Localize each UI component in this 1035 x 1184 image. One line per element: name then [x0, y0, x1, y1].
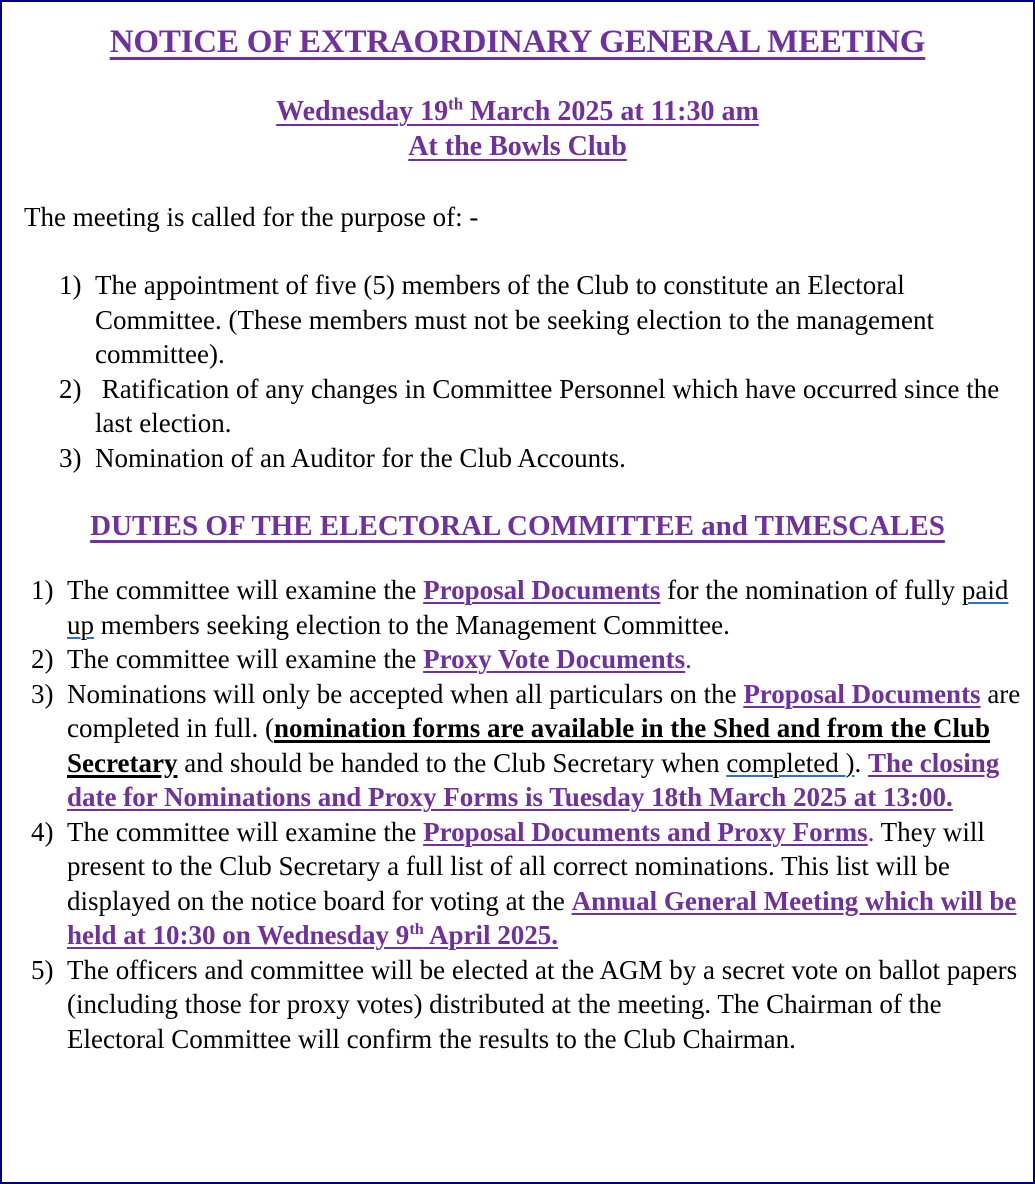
duty-item — [31, 642, 1021, 677]
duty-text: The committee will examine the — [67, 575, 424, 605]
duty-text: are completed in full. ( — [67, 678, 1021, 743]
duty-text: The officers and committee will be elected at the AGM by a secret vote on ballot papers (including those for proxy votes) distributed at the meeting. The Chairman of the Electoral Committee will confirm the results to the Club Chairman. — [67, 954, 1018, 1054]
duty-text: The committee will examine the — [67, 816, 424, 847]
duty-number: 2) — [31, 644, 54, 674]
duty-text: . — [867, 816, 875, 847]
duty-item — [31, 677, 1021, 815]
closing-date-text: The closing date for Nominations and Proxy Forms is Tuesday 18th March 2025 at 13:00. — [67, 747, 1000, 812]
page-title: NOTICE OF EXTRAORDINARY GENERAL MEETING — [109, 24, 926, 60]
duty-number: 4) — [31, 816, 54, 847]
duty-text: for the nomination of fully — [660, 575, 962, 605]
purpose-text: Ratification of any changes in Committee Personnel which have occurred since the last election. — [95, 373, 1006, 438]
paid-up-text: paid up — [67, 575, 1009, 640]
proxy-vote-documents-link: Proxy Vote Documents — [423, 644, 686, 674]
duty-text: The committee will examine the — [67, 644, 424, 674]
meeting-date-sup: th — [448, 94, 464, 114]
duties-list — [31, 573, 1021, 1056]
duty-text: Nominations will only be accepted when all particulars on the — [67, 678, 744, 709]
completed-text: completed ) — [726, 747, 855, 778]
proposal-proxy-forms-link: Proposal Documents and Proxy Forms — [423, 816, 868, 847]
agm-date-suffix: April 2025. — [423, 920, 558, 950]
proposal-documents-link: Proposal Documents — [743, 678, 981, 709]
duty-number: 1) — [31, 575, 54, 605]
meeting-date-prefix: Wednesday 19 — [276, 96, 449, 127]
duty-text: and should be handed to the Club Secretary when — [177, 747, 727, 778]
purpose-text: The appointment of five (5) members of the Club to constitute an Electoral Committee. (These members must not be seeking election to the management committee). — [95, 270, 935, 369]
duty-text: . — [685, 644, 692, 674]
duties-heading: DUTIES OF THE ELECTORAL COMMITTEE and TIMESCALES — [90, 510, 945, 542]
purposes-list — [59, 268, 1019, 475]
purpose-item — [59, 268, 1019, 372]
proposal-documents-link: Proposal Documents — [423, 575, 661, 605]
nomination-forms-note: nomination forms are available in the Shed and from the Club Secretary — [67, 713, 991, 778]
duty-item — [31, 953, 1021, 1057]
agm-date-prefix: Annual General Meeting which will be held at 10:30 on Wednesday 9 — [67, 885, 1017, 950]
intro-text: The meeting is called for the purpose of: - — [24, 202, 479, 232]
duty-text: They will present to the Club Secretary a full list of all correct nominations. This list will be displayed on the notice board for voting at the — [67, 816, 985, 916]
duty-number: 3) — [31, 678, 54, 709]
purpose-text: Nomination of an Auditor for the Club Accounts. — [95, 442, 626, 473]
meeting-location: At the Bowls Club — [408, 131, 627, 162]
purpose-number: 2) — [59, 373, 82, 404]
duty-number: 5) — [31, 954, 54, 985]
meeting-date — [2, 96, 1033, 128]
duty-item — [31, 815, 1021, 953]
purpose-number: 1) — [59, 270, 82, 300]
duty-text: members seeking election to the Management Committee. — [94, 609, 730, 640]
purpose-item — [59, 372, 1019, 441]
purpose-item — [59, 441, 1019, 476]
duty-text: . — [854, 747, 869, 778]
duty-item — [31, 573, 1021, 642]
meeting-date-suffix: March 2025 at 11:30 am — [463, 96, 759, 127]
agm-date-sup: th — [409, 920, 424, 938]
purpose-number: 3) — [59, 442, 82, 473]
